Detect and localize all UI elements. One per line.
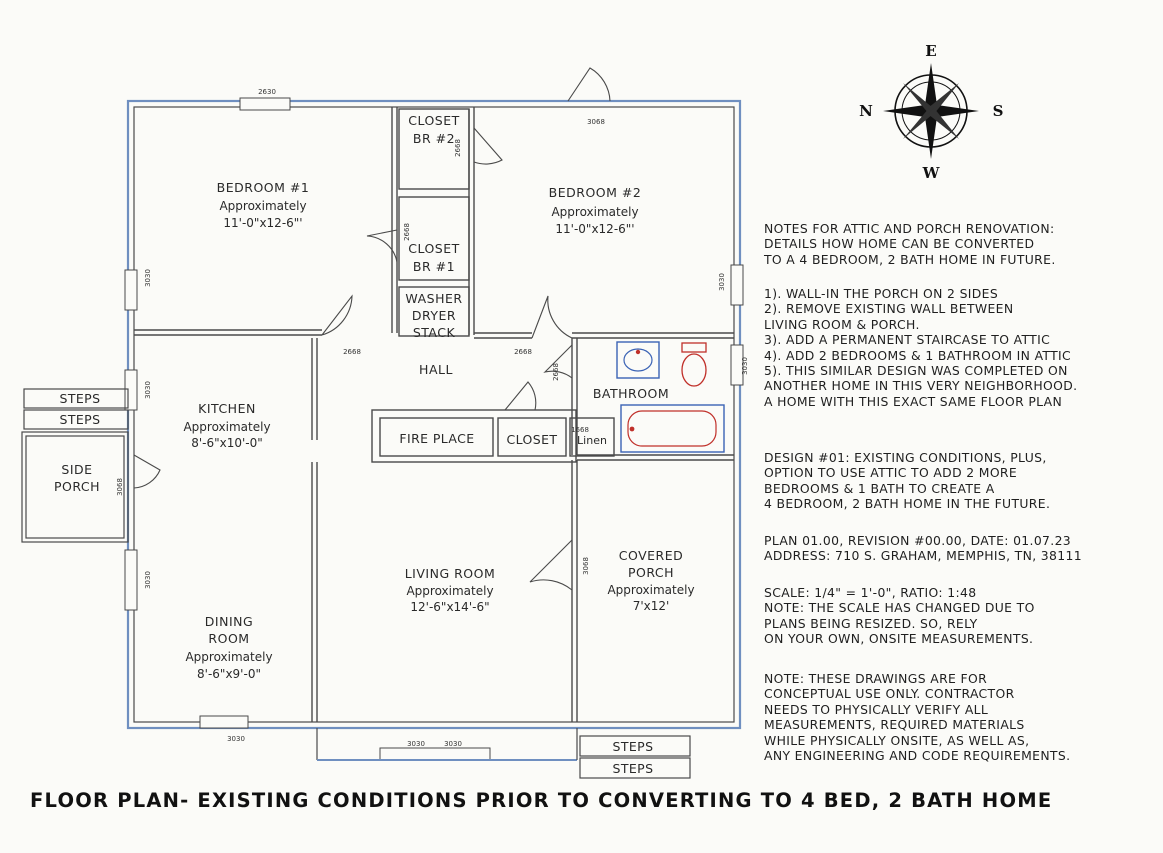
living-name: LIVING ROOM (404, 566, 496, 581)
kitchen-size: 8'-6"x10'-0" (191, 436, 263, 450)
living-size: 12'-6"x14'-6" (410, 600, 490, 614)
compass-west-label: W (922, 164, 940, 182)
closet-br2-line1: CLOSET (408, 113, 460, 128)
covered-porch-line1: COVERED (618, 548, 684, 563)
dining-approx: Approximately (185, 650, 273, 664)
dim-bed2-window: 3030 (718, 273, 726, 291)
notes-plan-address: PLAN 01.00, REVISION #00.00, DATE: 01.07.23 ADDRESS: 710 S. GRAHAM, MEMPHIS, TN, 38111 (764, 533, 1082, 564)
closet-br1-line1: CLOSET (408, 241, 460, 256)
dim-bath-window: 3030 (741, 357, 749, 375)
steps-left-top: STEPS (59, 391, 101, 406)
notes-renovation-steps: 1). WALL-IN THE PORCH ON 2 SIDES 2). REMOVE EXISTING WALL BETWEEN LIVING ROOM & PORCH. 3). ADD A PERMANENT STAIRCASE TO ATTIC 4). ADD 2 BEDROOMS & 1 BATHROOM IN ATTIC 5). THIS SIMILAR DESIGN WAS COMPLETED ON ANOTHER HOME IN THIS VERY NEIGHBORHOOD. A HOME WITH THIS EXACT SAME FLOOR PLAN (764, 286, 1078, 409)
kitchen-approx: Approximately (183, 420, 271, 434)
kitchen-name: KITCHEN (198, 401, 256, 416)
dim-porch-door: 3068 (582, 557, 590, 575)
dining-line1: DINING (204, 614, 254, 629)
bedroom1-size: 11'-0"x12-6"' (223, 216, 303, 230)
dim-kitchen-window: 3030 (144, 381, 152, 399)
steps-front-bottom: STEPS (612, 761, 654, 776)
side-porch-line1: SIDE (61, 462, 93, 477)
dim-dining-window-side: 3030 (144, 571, 152, 589)
closet-br1-line2: BR #1 (412, 259, 456, 274)
side-porch-line2: PORCH (53, 479, 101, 494)
compass-east-label: E (925, 42, 937, 60)
bathroom-label: BATHROOM (592, 386, 670, 401)
notes-scale: SCALE: 1/4" = 1'-0", RATIO: 1:48 NOTE: THE SCALE HAS CHANGED DUE TO PLANS BEING RESIZED. SO, RELY ON YOUR OWN, ONSITE MEASUREMENTS. (764, 585, 1035, 647)
dining-size: 8'-6"x9'-0" (197, 667, 261, 681)
hall-label: HALL (419, 362, 453, 377)
notes-renovation-heading: NOTES FOR ATTIC AND PORCH RENOVATION: DETAILS HOW HOME CAN BE CONVERTED TO A 4 BEDROOM, 2 BATH HOME IN FUTURE. (764, 221, 1056, 267)
linen-label: Linen (577, 434, 607, 447)
bedroom2-approx: Approximately (551, 205, 639, 219)
steps-front-top: STEPS (612, 739, 654, 754)
covered-porch-line2: PORCH (627, 565, 675, 580)
dining-line2: ROOM (208, 631, 250, 646)
closet-hall-label: CLOSET (506, 432, 558, 447)
bedroom2-size: 11'-0"x12-6"' (555, 222, 635, 236)
dim-closet-br1-door: 2668 (403, 223, 411, 241)
notes-design: DESIGN #01: EXISTING CONDITIONS, PLUS, OPTION TO USE ATTIC TO ADD 2 MORE BEDROOMS & 1 BATH TO CREATE A 4 BEDROOM, 2 BATH HOME IN THE FUTURE. (764, 450, 1051, 512)
dim-bed2-door: 3068 (587, 118, 605, 126)
dim-dining-window-bottom: 3030 (227, 735, 245, 743)
dim-hall-left-door: 2668 (343, 348, 361, 356)
washer-line1: WASHER (405, 291, 463, 306)
fireplace-label: FIRE PLACE (399, 431, 475, 446)
bedroom2-name: BEDROOM #2 (548, 185, 642, 200)
dim-hall-right-door: 2668 (514, 348, 532, 356)
covered-porch-approx: Approximately (607, 583, 695, 597)
dim-bed1-window: 3030 (144, 269, 152, 287)
covered-porch-size: 7'x12' (632, 599, 670, 613)
dim-side-door: 3068 (116, 478, 124, 496)
dim-bath-door: 2668 (552, 363, 560, 381)
compass-rose-icon (859, 42, 1003, 182)
living-approx: Approximately (406, 584, 494, 598)
notes-disclaimer: NOTE: THESE DRAWINGS ARE FOR CONCEPTUAL USE ONLY. CONTRACTOR NEEDS TO PHYSICALLY VERIFY ALL MEASUREMENTS, REQUIRED MATERIALS WHILE PHYSICALLY ONSITE, AS WELL AS, ANY ENGINEERING AND CODE REQUIREMENTS. (764, 671, 1071, 764)
compass-north-label: N (859, 102, 873, 120)
bedroom1-approx: Approximately (219, 199, 307, 213)
washer-line3: STACK (412, 325, 456, 340)
compass-south-label: S (992, 102, 1004, 120)
washer-line2: DRYER (411, 308, 457, 323)
page-title: FLOOR PLAN- EXISTING CONDITIONS PRIOR TO CONVERTING TO 4 BED, 2 BATH HOME (30, 789, 1053, 812)
dim-front-window-1: 3030 (407, 740, 425, 748)
bedroom1-name: BEDROOM #1 (216, 180, 310, 195)
dim-front-window-2: 3030 (444, 740, 462, 748)
steps-left-bottom: STEPS (59, 412, 101, 427)
closet-br2-line2: BR #2 (412, 131, 456, 146)
door-swings (134, 68, 610, 590)
dim-linen-door: 1668 (571, 426, 589, 434)
dim-top-window: 2630 (258, 88, 276, 96)
dim-closet-br2-door: 2668 (454, 139, 462, 157)
